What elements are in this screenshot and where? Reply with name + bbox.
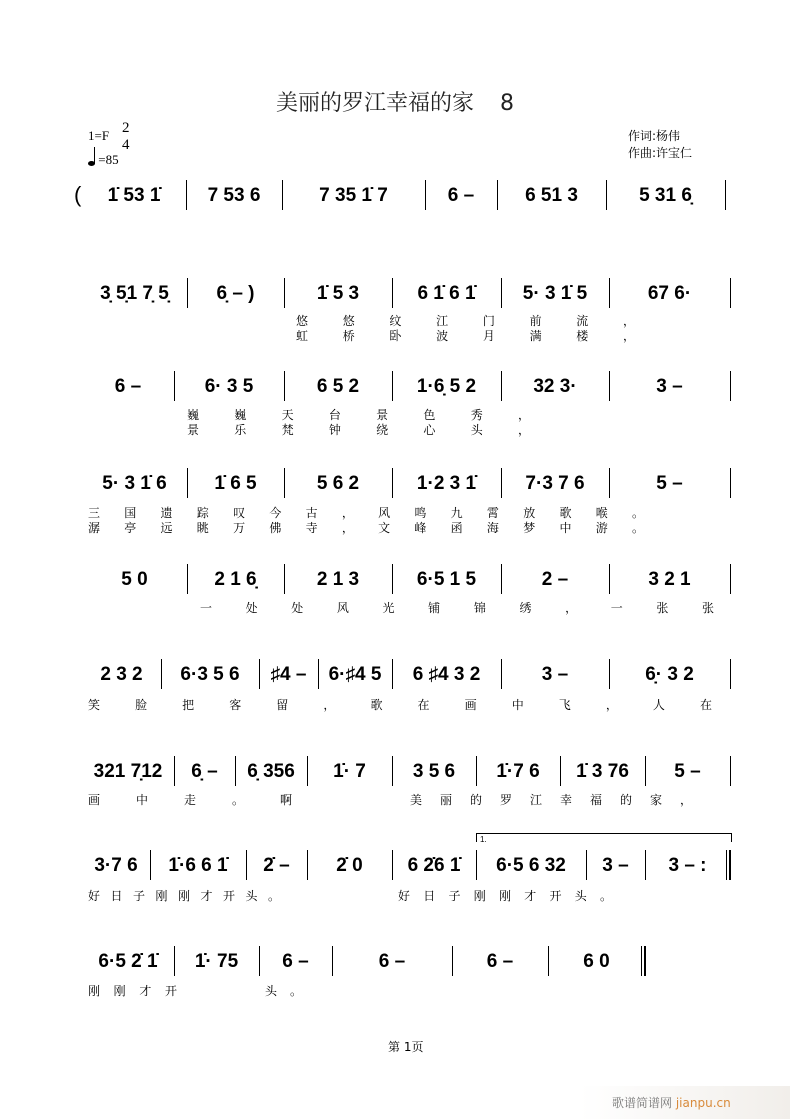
measure: 1̇·7 6 [496, 761, 540, 782]
score-system [0, 562, 790, 602]
barline [476, 850, 477, 880]
title-text: 美丽的罗江幸福的家 [275, 91, 474, 116]
measure: 5· 3 1̇ 5 [522, 283, 588, 304]
measure: 321 7̣12 [93, 761, 163, 782]
measure: 6 – [378, 951, 406, 972]
measure: 6̣ – [191, 761, 218, 782]
measure: 6·3 5 6 [180, 664, 240, 685]
barline [187, 278, 188, 308]
measure: 2 3 2 [100, 664, 143, 685]
score-system [0, 369, 790, 409]
barline [501, 564, 502, 594]
barline [282, 180, 283, 210]
measure: 32 3· [533, 376, 577, 397]
barline [392, 564, 393, 594]
watermark-cn: 歌谱简谱网 [612, 1096, 673, 1110]
barline [150, 850, 151, 880]
barline [187, 564, 188, 594]
barline [284, 564, 285, 594]
score-system [0, 754, 790, 794]
barline [476, 756, 477, 786]
measure: 3 – [602, 855, 629, 876]
measure: 5 6 2 [316, 473, 360, 494]
measure: 3 2 1 [648, 569, 691, 590]
measure: 67 6· [647, 283, 692, 304]
double-barline [641, 946, 646, 976]
lyric-line: 画中走。啊 [88, 793, 329, 807]
lyric-line: 刚刚才开 [88, 984, 191, 998]
barline [332, 946, 333, 976]
barline [307, 850, 308, 880]
measure: 2 1 6̣ [214, 569, 257, 590]
measure: 6·5 2̇ 1̇ [98, 951, 158, 972]
barline [730, 659, 731, 689]
barline [560, 756, 561, 786]
measure: 3 5 6 [412, 761, 456, 782]
score-system [0, 657, 790, 697]
barline [392, 659, 393, 689]
lyric-line: 三国遗踪叹今古，风鸣九霄放歌喉。 [88, 506, 669, 520]
barline [284, 468, 285, 498]
key-signature: 1=F [88, 128, 110, 143]
barline [246, 850, 247, 880]
measure: 1̇· 7 [333, 761, 366, 782]
lyric-line: 潺亭远眺万佛寺，文峰函海梦中游。 [88, 521, 669, 535]
barline [235, 756, 236, 786]
measure: 1̇ 53 1̇ [107, 185, 161, 206]
lyric-line: 悠悠纹江门前流， [296, 314, 670, 328]
barline [497, 180, 498, 210]
barline [318, 659, 319, 689]
measure: 1̇· 75 [194, 951, 239, 972]
barline [645, 850, 646, 880]
double-barline [726, 850, 731, 880]
barline [609, 371, 610, 401]
measure: 2 1 3 [316, 569, 360, 590]
measure: 6 – [114, 376, 142, 397]
barline [392, 850, 393, 880]
watermark-url: jianpu.cn [675, 1096, 731, 1110]
measure: 3̣ 5̣1 7̣ 5̣ [100, 283, 169, 304]
time-signature [122, 120, 130, 154]
barline [392, 468, 393, 498]
composer: 作曲:许宝仁 [628, 146, 693, 160]
time-bottom: 4 [122, 137, 130, 153]
lyric-line: 笑脸把客留，歌在画中飞，人在 [88, 698, 748, 712]
measure: 2̇ 0 [336, 855, 363, 876]
barline [586, 850, 587, 880]
barline [452, 946, 453, 976]
barline [425, 180, 426, 210]
lyric-line: 景乐梵钟绕心头， [187, 423, 566, 437]
measure: 2̇ – [263, 855, 290, 876]
barline [548, 946, 549, 976]
volta-bracket [476, 833, 732, 842]
barline [307, 756, 308, 786]
barline [501, 659, 502, 689]
barline [730, 468, 731, 498]
measure: 5 31 6̣ [639, 185, 692, 206]
barline [730, 371, 731, 401]
measure: 7·3 7 6 [525, 473, 585, 494]
measure: 1̇ 5 3 [316, 283, 360, 304]
barline [174, 371, 175, 401]
barline [392, 371, 393, 401]
barline [730, 564, 731, 594]
measure: 5 0 [121, 569, 148, 590]
barline [392, 756, 393, 786]
open-paren: ( [74, 182, 82, 207]
measure: 7 53 6 [207, 185, 261, 206]
volta-label: 1. [480, 835, 487, 844]
measure: 3 – : [668, 855, 707, 876]
page-number: 第 1页 [388, 1040, 424, 1054]
barline [645, 756, 646, 786]
lyric-line: 美丽的罗江幸福的家， [410, 793, 711, 807]
lyric-line: 好日子刚刚才开头。 [88, 889, 291, 903]
lyric-line: 头。 [265, 984, 316, 998]
score-system [0, 466, 790, 506]
score-system [0, 848, 790, 888]
tempo-value: =85 [98, 152, 119, 167]
barline [501, 468, 502, 498]
barline [609, 278, 610, 308]
barline [284, 278, 285, 308]
time-top: 2 [122, 120, 130, 136]
barline [606, 180, 607, 210]
measure: 6 1̇ 6 1̇ [417, 283, 476, 304]
measure: ♯4 – [270, 664, 307, 685]
quarter-note-icon [88, 161, 95, 166]
measure: 1·6̣ 5 2 [416, 376, 477, 397]
lyric-line: 好日子刚刚才开头。 [398, 889, 626, 903]
measure: 3 – [541, 664, 569, 685]
measure: 1̇ 3 76 [576, 761, 629, 782]
measure: 6 51 3 [525, 185, 578, 206]
lyric-line: 巍巍天台景色秀， [187, 408, 566, 422]
measure: 6·5 1 5 [416, 569, 477, 590]
measure: 3·7 6 [94, 855, 138, 876]
measure: 2 – [541, 569, 569, 590]
barline [174, 946, 175, 976]
measure: 3 – [656, 376, 683, 397]
watermark [580, 1086, 790, 1119]
measure: 6̣· 3 2 [645, 664, 694, 685]
measure: 6· 3 5 [204, 376, 254, 397]
measure: 1·2 3 1̇ [416, 473, 477, 494]
barline [730, 756, 731, 786]
measure: 6 – [486, 951, 514, 972]
lyricist: 作词:杨伟 [628, 129, 681, 143]
song-title [0, 86, 790, 117]
measure: 6̣ 356 [247, 761, 295, 782]
barline [730, 278, 731, 308]
barline [187, 468, 188, 498]
barline [501, 278, 502, 308]
barline [259, 659, 260, 689]
lyric-line: 虹桥卧波月满楼， [296, 329, 670, 343]
score-system [0, 944, 790, 984]
tempo-marking [88, 152, 119, 168]
credits [628, 128, 692, 162]
measure: 6 ♯4 3 2 [412, 664, 481, 685]
barline [725, 180, 726, 210]
measure: 6 5 2 [316, 376, 360, 397]
barline [609, 468, 610, 498]
barline [174, 756, 175, 786]
barline [161, 659, 162, 689]
measure: 6 – [447, 185, 475, 206]
measure: 6 2̇6 1̇ [407, 855, 461, 876]
barline [609, 659, 610, 689]
measure: 6 – [282, 951, 309, 972]
measure: 6̣ – ) [216, 283, 255, 304]
measure: 7 35 1̇ 7 [319, 185, 388, 206]
measure: 5· 3 1̇ 6 [102, 473, 167, 494]
barline [609, 564, 610, 594]
measure: 6·♯4 5 [328, 664, 382, 685]
measure: 5 – [674, 761, 701, 782]
measure: 6 0 [583, 951, 610, 972]
barline [259, 946, 260, 976]
measure: 1̇·6 6 1̇ [168, 855, 228, 876]
title-number: 8 [500, 91, 514, 116]
lyric-line: 一处处风光铺锦绣，一张张 [200, 601, 748, 615]
measure: 5 – [656, 473, 683, 494]
score-system [0, 178, 790, 218]
score-system [0, 276, 790, 316]
measure: 1̇ 6 5 [214, 473, 257, 494]
barline [392, 278, 393, 308]
barline [284, 371, 285, 401]
measure: 6·5 6 32 [496, 855, 566, 876]
barline [186, 180, 187, 210]
barline [501, 371, 502, 401]
